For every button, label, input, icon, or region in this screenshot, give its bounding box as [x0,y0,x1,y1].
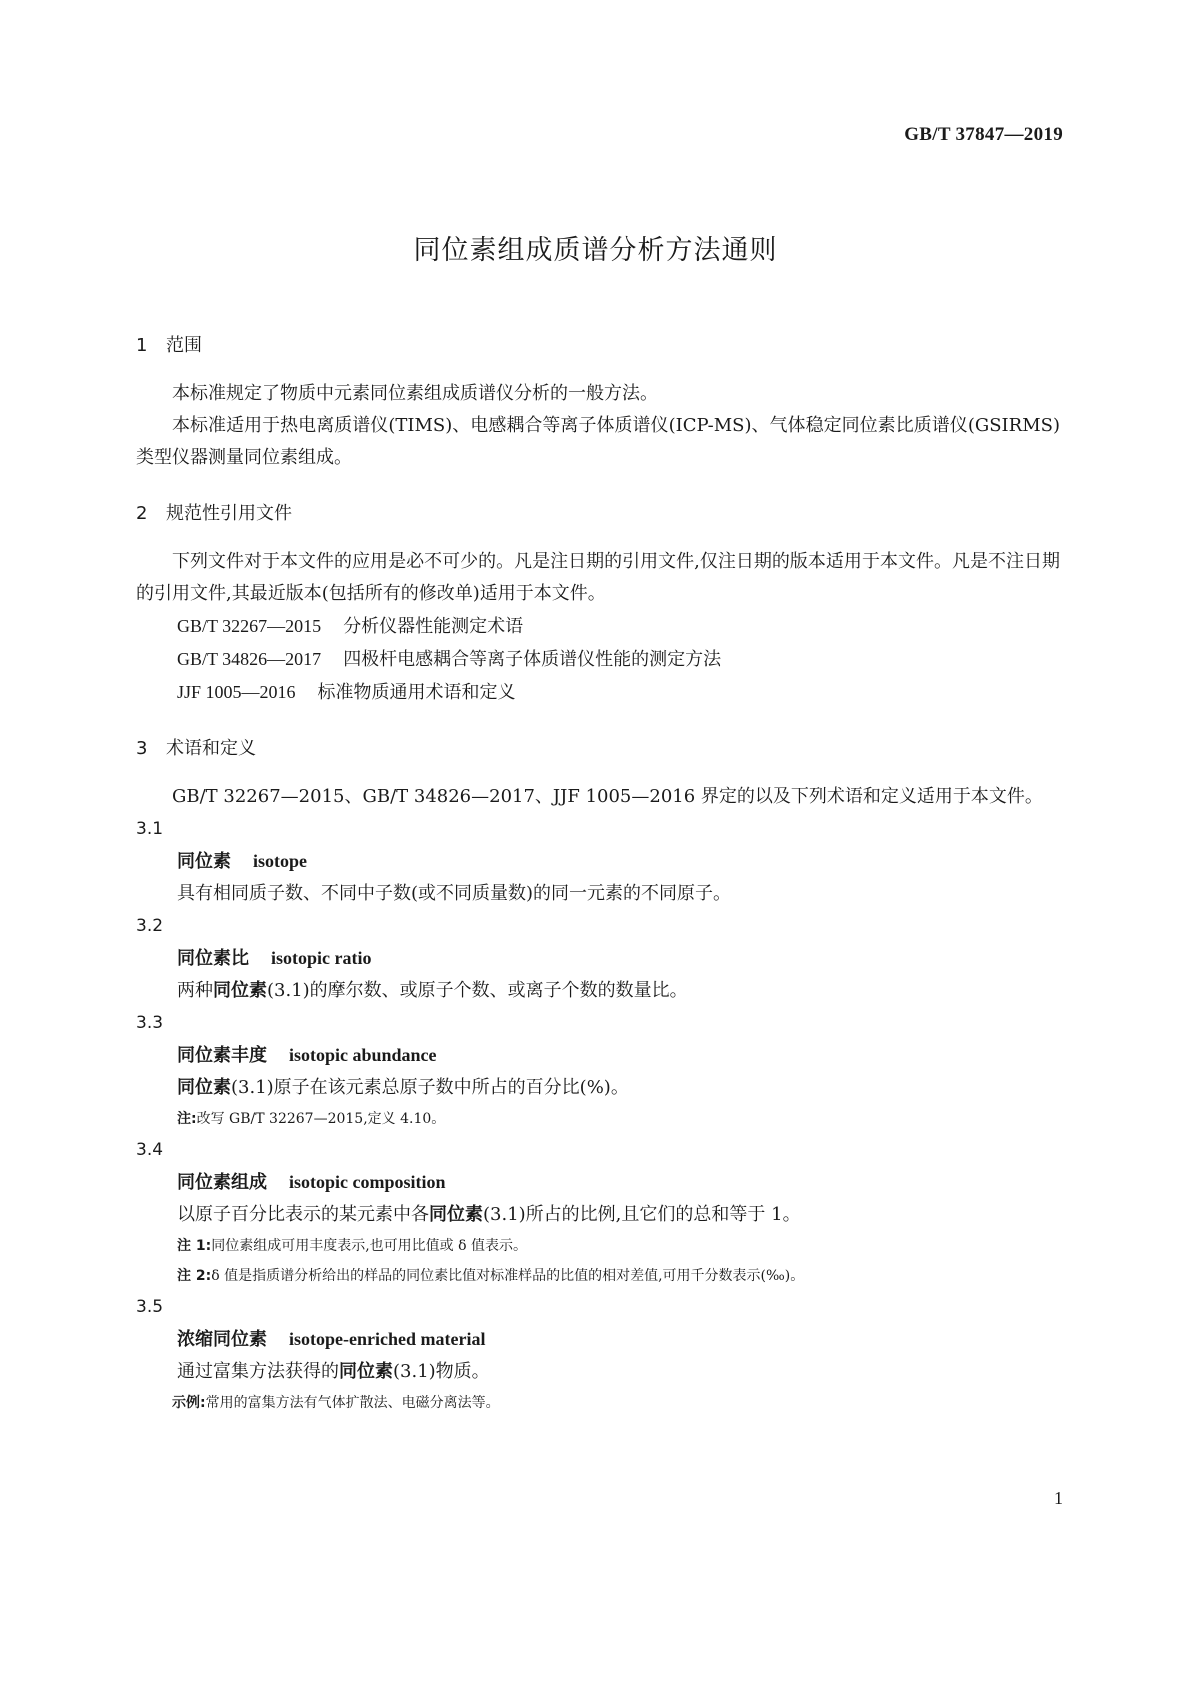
clause-number: 3.2 [136,916,164,936]
term-definition [136,1072,1060,1104]
term-definition [136,1199,1060,1231]
term-en: isotopic ratio [271,948,372,968]
term-entry [136,942,1060,975]
note-label: 注: [177,1111,197,1127]
paragraph: 本标准适用于热电离质谱仪(TIMS)、电感耦合等离子体质谱仪(ICP-MS)、气体稳定同位素比质谱仪(GSIRMS)类型仪器测量同位素组成。 [136,415,1060,468]
definition-text: 以原子百分比表示的某元素中各 [177,1204,429,1225]
paragraph: 本标准规定了物质中元素同位素组成质谱仪分析的一般方法。 [172,383,658,404]
term-entry [136,1323,1060,1356]
term-definition: 具有相同质子数、不同中子数(或不同质量数)的同一元素的不同原子。 [177,883,732,904]
definition-text: (3.1)的摩尔数、或原子个数、或离子个数的数量比。 [267,980,688,1001]
term-entry [136,845,1060,878]
reference-code: GB/T 34826—2017 [177,649,322,669]
term-cross-reference: 同位素 [213,980,267,1001]
reference-item [136,643,1060,676]
paragraph: 下列文件对于本文件的应用是必不可少的。凡是注日期的引用文件,仅注日期的版本适用于本文件。凡是不注日期的引用文件,其最近版本(包括所有的修改单)适用于本文件。 [136,551,1060,604]
note-text: δ 值是指质谱分析给出的样品的同位素比值对标准样品的比值的相对差值,可用千分数表示(‰)。 [211,1268,805,1284]
term-cross-reference: 同位素 [339,1361,393,1382]
term-en: isotopic abundance [289,1045,437,1065]
definition-text: (3.1)物质。 [393,1361,490,1382]
reference-title: 分析仪器性能测定术语 [343,616,524,637]
term-entry [136,1039,1060,1072]
example [136,1388,1060,1418]
section-number: 2 [136,503,148,524]
definition-text: (3.1)原子在该元素总原子数中所占的百分比(%)。 [231,1077,629,1098]
term-en: isotopic composition [289,1172,446,1192]
note-text: 同位素组成可用丰度表示,也可用比值或 δ 值表示。 [211,1238,527,1254]
document-code: GB/T 37847—2019 [904,124,1063,145]
reference-code: JJF 1005—2016 [177,682,296,702]
section-number: 3 [136,738,148,759]
term-en: isotope-enriched material [289,1329,486,1349]
note [136,1104,1060,1134]
term-zh: 同位素比 [177,948,249,969]
term-cross-reference: 同位素 [177,1077,231,1098]
section-heading-normative-references [136,500,1060,528]
term-definition [136,975,1060,1007]
example-label: 示例: [172,1395,206,1411]
reference-code: GB/T 32267—2015 [177,616,322,636]
example-text: 常用的富集方法有气体扩散法、电磁分离法等。 [205,1395,500,1411]
clause-number: 3.1 [136,819,164,839]
term-definition [136,1356,1060,1388]
definition-text: 通过富集方法获得的 [177,1361,339,1382]
document-body [136,332,1060,1418]
term-en: isotope [253,851,307,871]
note [136,1231,1060,1261]
clause-number: 3.3 [136,1013,164,1033]
section-title: 范围 [166,335,202,356]
definition-text: (3.1)所占的比例,且它们的总和等于 1。 [483,1204,801,1225]
reference-item [136,610,1060,643]
note-label: 注 2: [177,1268,212,1284]
term-zh: 同位素 [177,851,231,872]
section-title: 规范性引用文件 [166,503,292,524]
document-title: 同位素组成质谱分析方法通则 [413,235,778,266]
section-heading-terms-and-definitions [136,735,1060,763]
section-number: 1 [136,335,148,356]
note-text: 改写 GB/T 32267—2015,定义 4.10。 [196,1111,446,1127]
reference-item [136,676,1060,709]
note [136,1261,1060,1291]
paragraph: GB/T 32267—2015、GB/T 34826—2017、JJF 1005—2016 界定的以及下列术语和定义适用于本文件。 [172,786,1043,807]
clause-number: 3.4 [136,1140,164,1160]
note-label: 注 1: [177,1238,212,1254]
term-entry [136,1166,1060,1199]
page-number: 1 [1054,1488,1063,1508]
term-zh: 同位素组成 [177,1172,267,1193]
section-title: 术语和定义 [166,738,256,759]
reference-title: 标准物质通用术语和定义 [317,682,516,703]
reference-title: 四极杆电感耦合等离子体质谱仪性能的测定方法 [343,649,722,670]
term-cross-reference: 同位素 [429,1204,483,1225]
definition-text: 两种 [177,980,213,1001]
term-zh: 浓缩同位素 [177,1329,267,1350]
term-zh: 同位素丰度 [177,1045,267,1066]
section-heading-scope [136,332,1060,360]
clause-number: 3.5 [136,1297,164,1317]
